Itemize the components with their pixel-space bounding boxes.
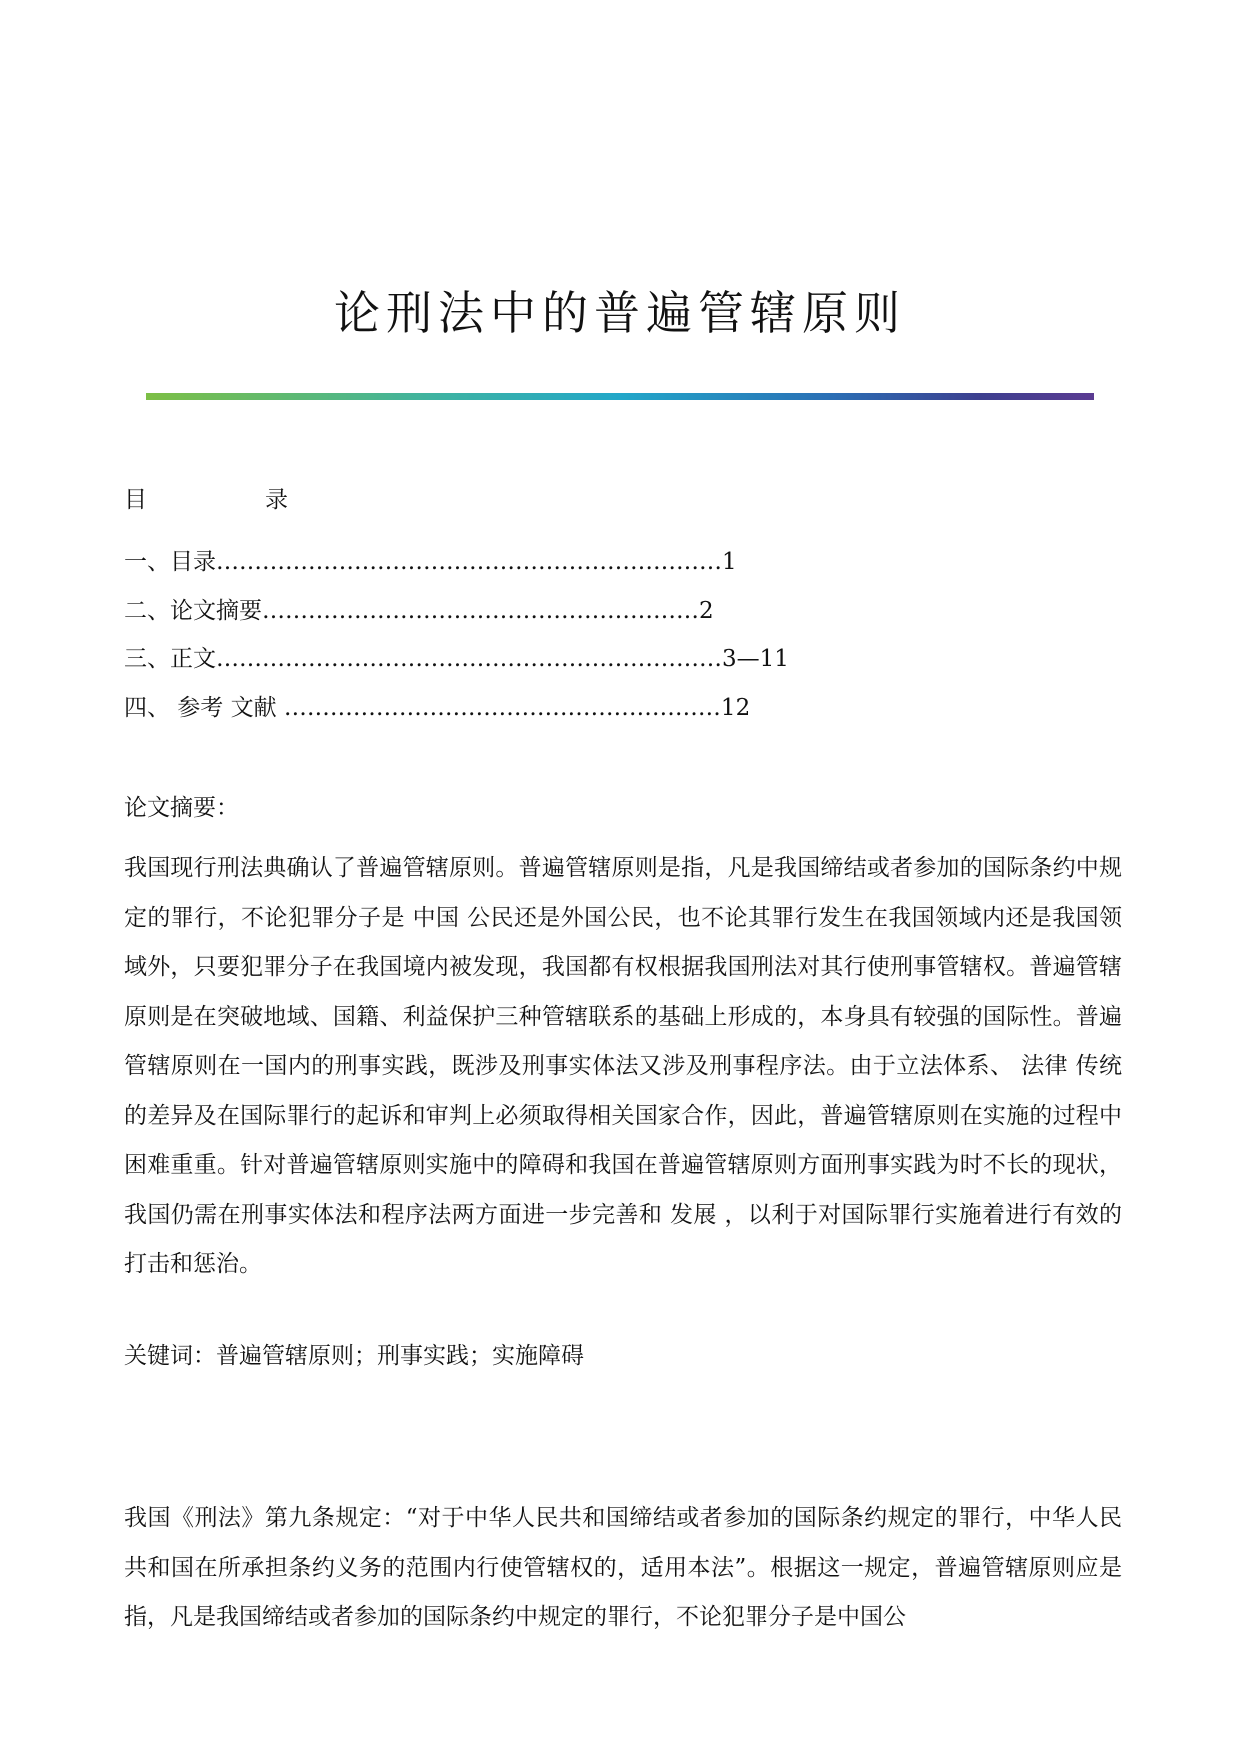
abstract-label: 论文摘要： <box>124 795 239 821</box>
toc-item: 一、目录…………………………………………………………1 <box>124 549 737 575</box>
toc-item: 三、正文…………………………………………………………3—11 <box>124 646 789 672</box>
keywords-line: 关键词：普遍管辖原则；刑事实践；实施障碍 <box>124 1343 584 1369</box>
body-paragraph: 我国《刑法》第九条规定：“对于中华人民共和国缔结或者参加的国际条约规定的罪行，中华人民共和国在所承担条约义务的范围内行使管辖权的，适用本法”。根据这一规定，普遍管辖原则应是指，凡是我国缔结或者参加的国际条约中规定的罪行，不论犯罪分子是中国公 <box>124 1505 1122 1630</box>
toc-heading <box>124 480 288 520</box>
toc-heading-right: 录 <box>265 487 288 513</box>
gradient-divider <box>146 393 1094 400</box>
abstract-paragraph: 我国现行刑法典确认了普遍管辖原则。普遍管辖原则是指，凡是我国缔结或者参加的国际条约中规定的罪行，不论犯罪分子是 中国 公民还是外国公民，也不论其罪行发生在我国领域内还是我国领域外，只要犯罪分子在我国境内被发现，我国都有权根据我国刑法对其行使刑事管辖权。普遍管辖原则是在突破地域、国籍、利益保护三种管辖联系的基础上形成的，本身具有较强的国际性。普遍管辖原则在一国内的刑事实践，既涉及刑事实体法又涉及刑事程序法。由于立法体系、 法律 传统的差异及在国际罪行的起诉和审判上必须取得相关国家合作，因此，普遍管辖原则在实施的过程中困难重重。针对普遍管辖原则实施中的障碍和我国在普遍管辖原则方面刑事实践为时不长的现状，我国仍需在刑事实体法和程序法两方面进一步完善和 发展 ，以利于对国际罪行实施着进行有效的打击和惩治。 <box>124 855 1122 1277</box>
document-title: 论刑法中的普遍管辖原则 <box>334 285 906 340</box>
toc-heading-left: 目 <box>124 487 147 513</box>
toc-item: 二、论文摘要…………………………………………………2 <box>124 597 714 624</box>
table-of-contents <box>124 538 824 732</box>
toc-item: 四、 参考 文献 …………………………………………………12 <box>124 694 751 721</box>
